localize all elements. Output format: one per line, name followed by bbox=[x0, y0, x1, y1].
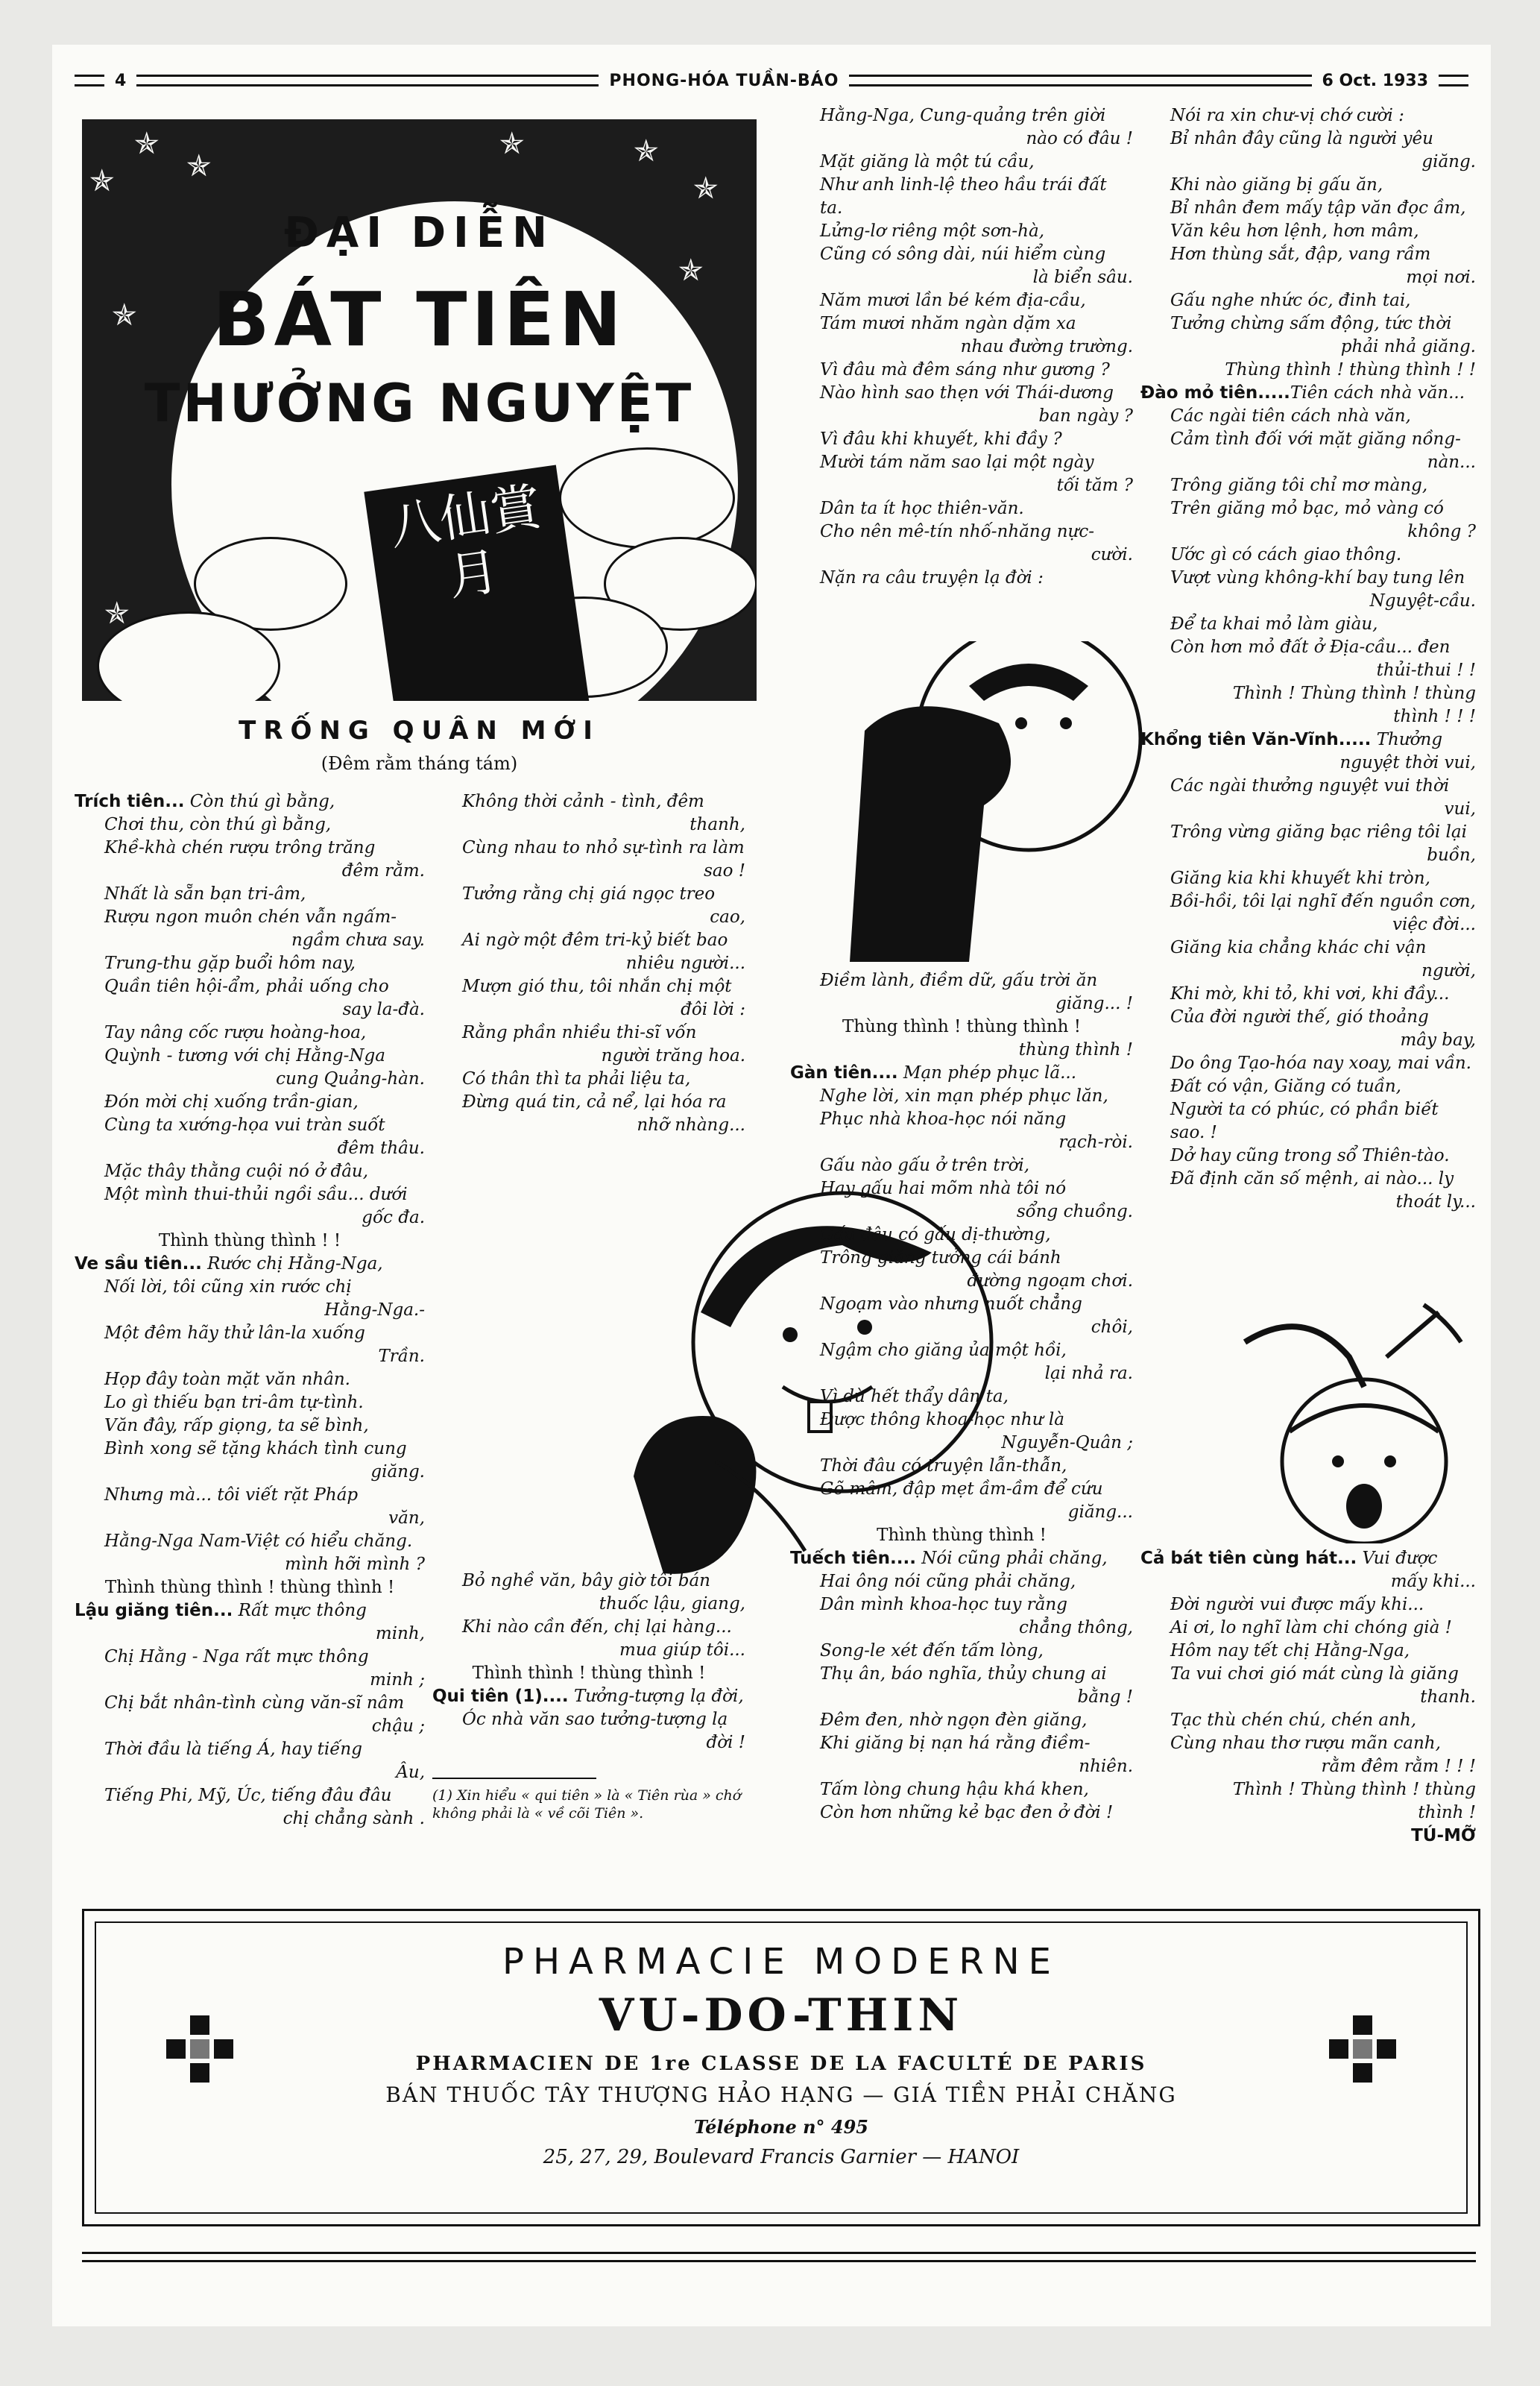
header-rule bbox=[136, 75, 599, 86]
star-icon: ✯ bbox=[134, 127, 160, 161]
verse-line: Cùng nhau thơ rượu mãn canh, bbox=[1170, 1734, 1441, 1753]
verse-line: Trên giăng mỏ bạc, mỏ vàng có bbox=[1170, 499, 1444, 518]
verse-line: Cảm tình đối với mặt giăng nồng- bbox=[1170, 429, 1461, 449]
verse-line: ban ngày ? bbox=[1038, 406, 1133, 426]
verse-line: Hai ông nói cũng phải chăng, bbox=[820, 1572, 1076, 1591]
verse-line: Quần tiên hội-ẩm, phải uống cho bbox=[104, 977, 389, 996]
verse-line: rằm đêm rằm ! ! ! bbox=[1321, 1757, 1476, 1776]
verse-line: giăng... ! bbox=[1055, 994, 1133, 1013]
verse-line: nhiêu người... bbox=[625, 954, 745, 973]
verse-line: Để ta khai mỏ làm giàu, bbox=[1170, 614, 1378, 634]
verse-line: Gõ mâm, đập mẹt ầm-ầm để cứu bbox=[820, 1479, 1103, 1499]
verse-line: Khi nào cần đến, chị lại hàng... bbox=[462, 1617, 732, 1637]
speaker-name: Lậu giăng tiên... bbox=[75, 1601, 233, 1620]
verse-line: Thình thình ! thùng thình ! bbox=[472, 1663, 706, 1683]
issue-date: 6 Oct. 1933 bbox=[1322, 71, 1429, 90]
verse-line: giăng. bbox=[370, 1462, 425, 1482]
verse-line: nàn... bbox=[1427, 453, 1476, 472]
chinese-banner: 八仙賞月 bbox=[364, 465, 590, 701]
ad-pharmacy-name: PHARMACIE MODERNE bbox=[502, 1941, 1060, 1983]
verse-line: lại nhả ra. bbox=[1044, 1364, 1133, 1383]
verse-line: cao, bbox=[710, 907, 745, 927]
star-icon: ✯ bbox=[693, 171, 719, 206]
verse-line: Ta vui chơi gió mát cùng là giăng bbox=[1170, 1664, 1459, 1684]
verse-line: giăng. bbox=[1421, 152, 1476, 171]
speaker-name: Cả bát tiên cùng hát... bbox=[1140, 1549, 1357, 1568]
verse-line: người, bbox=[1421, 961, 1476, 980]
verse-line: Đất có vận, Giăng có tuần, bbox=[1170, 1077, 1401, 1096]
verse-line: Một đêm hãy thử lân-la xuống bbox=[104, 1323, 365, 1343]
verse-line: đời ! bbox=[706, 1733, 745, 1752]
verse-line: buồn, bbox=[1427, 846, 1476, 865]
verse-line: đôi lời : bbox=[681, 1000, 745, 1019]
verse-line: Trung-thu gặp buổi hôm nay, bbox=[104, 954, 356, 973]
verse-line: Lửng-lơ riêng một sơn-hà, bbox=[820, 221, 1044, 241]
verse-line: Nhất là sẵn bạn tri-âm, bbox=[104, 884, 306, 904]
illustration-title-line1: ĐẠI DIỄN bbox=[283, 209, 555, 257]
speaker-line bbox=[1140, 382, 1476, 405]
verse-line: Bỏ nghề văn, bây giờ tôi bán bbox=[462, 1571, 710, 1590]
speaker-line bbox=[1140, 728, 1476, 752]
star-icon: ✯ bbox=[499, 127, 525, 161]
text-column-1 bbox=[75, 790, 425, 1831]
verse-line: Phục nhà khoa-học nói năng bbox=[820, 1109, 1067, 1129]
verse-line: Song-le xét đến tấm lòng, bbox=[820, 1641, 1044, 1661]
verse-line: Bỉ nhân đem mấy tập văn đọc ầm, bbox=[1170, 198, 1466, 218]
verse-line: Thình ! Thùng thình ! thùng bbox=[1232, 1780, 1476, 1799]
verse-line: Hay gấu hai mõm nhà tôi nó bbox=[820, 1179, 1067, 1198]
verse-line: mấy khi... bbox=[1390, 1572, 1476, 1591]
speaker-name: Qui tiên (1).... bbox=[432, 1687, 569, 1706]
verse-line: Trông vừng giăng bạc riêng tôi lại bbox=[1170, 822, 1467, 842]
speaker-name: Tuếch tiên.... bbox=[790, 1549, 916, 1568]
verse-line: Mặt giăng là một tú cầu, bbox=[820, 152, 1035, 171]
verse-line: thanh. bbox=[1420, 1687, 1476, 1707]
verse-line: Hằng-Nga Nam-Việt có hiểu chăng. bbox=[104, 1532, 413, 1551]
verse-line: Ai ơi, lo nghĩ làm chi chóng già ! bbox=[1170, 1618, 1452, 1637]
verse-line: Giăng kia chẳng khác chi vận bbox=[1170, 938, 1427, 957]
verse-line: Thụ ân, báo nghĩa, thủy chung ai bbox=[820, 1664, 1107, 1684]
verse-line: rạch-ròi. bbox=[1058, 1133, 1133, 1152]
verse-line: sao ! bbox=[704, 861, 745, 881]
text-column-4 bbox=[1140, 104, 1476, 1214]
verse-line: Vì dù hết thẩy dân ta, bbox=[820, 1387, 1009, 1406]
verse-line: thùng thình ! bbox=[1018, 1040, 1133, 1060]
verse-line: Óc nhà văn sao tưởng-tượng lạ bbox=[462, 1710, 728, 1729]
verse-line: nhiên. bbox=[1079, 1757, 1133, 1776]
verse-line: nhau đường trường. bbox=[960, 337, 1133, 356]
ad-owner-name: VU-DO-THIN bbox=[599, 1989, 964, 2042]
verse-line: Rượu ngon muôn chén vẫn ngấm- bbox=[104, 907, 397, 927]
verse-line: Có thân thì ta phải liệu ta, bbox=[462, 1069, 691, 1089]
speaker-verse: Rước chị Hằng-Nga, bbox=[201, 1254, 383, 1274]
verse-line: nguyệt thời vui, bbox=[1339, 753, 1476, 772]
verse-line: phải nhả giăng. bbox=[1340, 337, 1476, 356]
verse-line: Nhưng mà... tôi viết rặt Pháp bbox=[104, 1485, 359, 1505]
speaker-verse: Rất mực thông bbox=[233, 1601, 367, 1620]
speaker-verse: Thưởng bbox=[1371, 730, 1443, 749]
star-icon: ✯ bbox=[112, 298, 137, 333]
verse-line: Hôm nay tết chị Hằng-Nga, bbox=[1170, 1641, 1410, 1661]
verse-line: mình hỡi mình ? bbox=[285, 1555, 425, 1574]
verse-line: cung Quảng-hàn. bbox=[276, 1069, 425, 1089]
speaker-line bbox=[75, 790, 425, 813]
verse-line: Các ngài thưởng nguyệt vui thời bbox=[1170, 776, 1450, 796]
star-icon: ✯ bbox=[186, 149, 212, 183]
verse-line: vui, bbox=[1444, 799, 1476, 819]
verse-line: người trăng hoa. bbox=[601, 1046, 745, 1065]
newspaper-page bbox=[52, 45, 1491, 2326]
verse-line: Tưởng chừng sấm động, tức thời bbox=[1170, 314, 1452, 333]
verse-line: say la-đà. bbox=[342, 1000, 425, 1019]
verse-line: không ? bbox=[1407, 522, 1476, 541]
verse-line: Hằng-Nga.- bbox=[324, 1300, 425, 1320]
verse-line: thình ! ! ! bbox=[1393, 707, 1476, 726]
verse-line: mây bay, bbox=[1400, 1030, 1476, 1050]
speaker-verse: Vui được bbox=[1357, 1549, 1438, 1568]
verse-line: tối tăm ? bbox=[1056, 476, 1133, 495]
verse-line: Ngậm cho giăng ủa một hồi, bbox=[820, 1341, 1067, 1360]
verse-line: cười. bbox=[1091, 545, 1133, 564]
verse-line: Hằng-Nga, Cung-quảng trên giời bbox=[820, 106, 1106, 125]
speaker-line bbox=[75, 1599, 425, 1622]
verse-line: Tấm lòng chung hậu khá khen, bbox=[820, 1780, 1089, 1799]
verse-line: Dân mình khoa-học tuy rằng bbox=[820, 1595, 1067, 1614]
verse-line: Nối lời, tôi cũng xin rước chị bbox=[104, 1277, 352, 1297]
verse-line: Cho nên mê-tín nhố-nhăng nực- bbox=[820, 522, 1094, 541]
verse-line: Văn kêu hơn lệnh, hơn mâm, bbox=[1170, 221, 1419, 241]
verse-line: Chị Hằng - Nga rất mực thông bbox=[104, 1647, 369, 1666]
verse-line: Của đời người thế, gió thoảng bbox=[1170, 1007, 1429, 1027]
verse-line: Thời đầu là tiếng Á, hay tiếng bbox=[104, 1740, 362, 1759]
verse-line: thanh, bbox=[689, 815, 745, 834]
verse-line: văn, bbox=[388, 1508, 425, 1528]
author-signature: TÚ-MỠ bbox=[1411, 1826, 1476, 1845]
verse-line: Nặn ra câu truyện lạ đời : bbox=[820, 568, 1044, 588]
verse-line: Gấu nghe nhức óc, đinh tai, bbox=[1170, 291, 1411, 310]
speaker-name: Gàn tiên.... bbox=[790, 1063, 898, 1083]
verse-line: Rằng phần nhiều thi-sĩ vốn bbox=[462, 1023, 697, 1042]
ad-telephone: Téléphone n° 495 bbox=[694, 2116, 868, 2138]
verse-line: Thình thùng thình ! bbox=[877, 1526, 1047, 1545]
verse-line: Ước gì có cách giao thông. bbox=[1170, 545, 1402, 564]
verse-line: Giăng kia khi khuyết khi tròn, bbox=[1170, 869, 1430, 888]
star-icon: ✯ bbox=[678, 254, 704, 288]
verse-line: Đời người vui được mấy khi... bbox=[1170, 1595, 1424, 1614]
text-column-3a bbox=[790, 104, 1133, 590]
footnote-block bbox=[432, 1767, 745, 1822]
verse-line: Cũng có sông dài, núi hiểm cùng bbox=[820, 245, 1106, 264]
verse-line: Các ngài tiên cách nhà văn, bbox=[1170, 406, 1411, 426]
speaker-line bbox=[1140, 1547, 1476, 1570]
miner-moon-cartoon bbox=[1215, 1297, 1513, 1543]
verse-line: Khề-khà chén rượu trông trăng bbox=[104, 838, 376, 857]
speaker-verse: Tưởng-tượng lạ đời, bbox=[568, 1687, 744, 1706]
verse-line: Khi giăng bị nạn há rằng điềm- bbox=[820, 1734, 1091, 1753]
verse-line: Điềm lành, điềm dữ, gấu trời ăn bbox=[820, 971, 1098, 990]
verse-line: Được thông khoa-học như là bbox=[820, 1410, 1064, 1429]
verse-line: thình ! bbox=[1418, 1803, 1476, 1822]
verse-line: bằng ! bbox=[1077, 1687, 1133, 1707]
verse-line: Trần. bbox=[378, 1347, 425, 1366]
verse-line: minh, bbox=[375, 1624, 425, 1643]
verse-line: Lo gì thiếu bạn tri-âm tự-tình. bbox=[104, 1393, 364, 1412]
verse-line: mọi nơi. bbox=[1406, 268, 1476, 287]
star-icon: ✯ bbox=[89, 164, 115, 198]
verse-line: Thùng thình ! thùng thình ! ! bbox=[1225, 360, 1476, 380]
verse-line: Ngoạm vào nhưng nuốt chẳng bbox=[820, 1294, 1082, 1314]
header-rule bbox=[849, 75, 1311, 86]
verse-line: Mười tám năm sao lại một ngày bbox=[820, 453, 1094, 472]
speaker-verse: Nói cũng phải chăng, bbox=[915, 1549, 1108, 1568]
verse-line: Thời đâu có truyện lẫn-thẫn, bbox=[820, 1456, 1067, 1476]
header-rule bbox=[75, 75, 104, 86]
illustration-title-line2: BÁT TIÊN bbox=[212, 276, 626, 363]
verse-line: Tiếng Phi, Mỹ, Úc, tiếng đâu đâu bbox=[104, 1786, 392, 1805]
speaker-name: Khổng tiên Văn-Vĩnh..... bbox=[1140, 730, 1372, 749]
verse-line: Chơi thu, còn thú gì bằng, bbox=[104, 815, 332, 834]
illustration-title-line3: THƯỞNG NGUYỆT bbox=[144, 373, 695, 434]
bottom-rule bbox=[82, 2252, 1476, 2262]
star-icon: ✯ bbox=[104, 596, 130, 631]
verse-line: Cùng ta xướng-họa vui tràn suốt bbox=[104, 1115, 385, 1135]
verse-line: Tạc thù chén chú, chén anh, bbox=[1170, 1710, 1417, 1730]
verse-line: Năm mươi lần bé kém địa-cầu, bbox=[820, 291, 1086, 310]
verse-line: đường ngoạm chơi. bbox=[967, 1271, 1133, 1291]
verse-line: Thình ! Thùng thình ! thùng bbox=[1232, 684, 1476, 703]
verse-line: đêm thâu. bbox=[337, 1139, 425, 1158]
verse-line: là biển sâu. bbox=[1032, 268, 1133, 287]
speaker-name: Ve sầu tiên... bbox=[75, 1254, 202, 1274]
verse-line: thoát ly... bbox=[1395, 1192, 1476, 1212]
verse-line: Đón mời chị xuống trần-gian, bbox=[104, 1092, 359, 1112]
verse-line: Tưởng rằng chị giá ngọc treo bbox=[462, 884, 716, 904]
verse-line: Đừng quá tin, cả nể, lại hóa ra bbox=[462, 1092, 727, 1112]
pharmacy-advertisement bbox=[82, 1909, 1480, 2226]
verse-line: Trông giăng tưởng cái bánh bbox=[820, 1248, 1061, 1268]
verse-line: sổng chuồng. bbox=[1016, 1202, 1133, 1221]
speaker-name: Đào mỏ tiên..... bbox=[1140, 383, 1290, 403]
footnote: (1) Xin hiểu « qui tiên » là « Tiên rùa » chớ không phải là « về cõi Tiên ». bbox=[432, 1787, 742, 1822]
verse-line: Bồi-hồi, tôi lại nghĩ đến nguồn cơn, bbox=[1170, 892, 1476, 911]
verse-line: Chị bắt nhân-tình cùng văn-sĩ nâm bbox=[104, 1693, 405, 1713]
speaker-verse: Còn thú gì bằng, bbox=[184, 792, 335, 811]
verse-line: Khi nào giăng bị gấu ăn, bbox=[1170, 175, 1383, 195]
verse-line: Bỉ nhân đây cũng là người yêu bbox=[1170, 129, 1433, 148]
speaker-line bbox=[75, 1253, 425, 1276]
verse-line: chẳng thông, bbox=[1018, 1618, 1133, 1637]
verse-line: Vượt vùng không-khí bay tung lên bbox=[1170, 568, 1465, 588]
speaker-verse: Tiên cách nhà văn... bbox=[1290, 383, 1465, 403]
verse-line: Âu, bbox=[396, 1763, 425, 1782]
verse-line: Dở hay cũng trong sổ Thiên-tào. bbox=[1170, 1146, 1450, 1165]
speaker-line bbox=[790, 1547, 1133, 1570]
verse-line: Thùng thình ! thùng thình ! bbox=[842, 1017, 1082, 1036]
verse-line: minh ; bbox=[370, 1670, 425, 1690]
verse-line: Mặc thây thằng cuội nó ở đâu, bbox=[104, 1162, 369, 1181]
verse-line: Khi mờ, khi tỏ, khi vơi, khi đầy... bbox=[1170, 984, 1450, 1004]
ad-slogan: BÁN THUỐC TÂY THƯỢNG HẢO HẠNG — GIÁ TIỀN PHẢI CHĂNG bbox=[385, 2083, 1177, 2107]
verse-line: Thình thùng thình ! ! bbox=[158, 1231, 341, 1250]
verse-line: Mượn gió thu, tôi nhắn chị một bbox=[462, 977, 732, 996]
verse-line: Gấu nào gấu ở trên trời, bbox=[820, 1156, 1030, 1175]
verse-line: Thình thùng thình ! thùng thình ! bbox=[104, 1578, 395, 1597]
verse-line: Do ông Tạo-hóa nay xoay, mai vần. bbox=[1170, 1054, 1471, 1073]
cloud-graphic bbox=[559, 447, 735, 549]
speaker-line bbox=[432, 1685, 745, 1708]
verse-line: Còn hơn mỏ đất ở Địa-cầu... đen bbox=[1170, 638, 1451, 657]
page-header bbox=[75, 67, 1468, 94]
verse-line: Người ta có phúc, có phần biết sao. ! bbox=[1170, 1100, 1439, 1142]
verse-line: Nào hình sao thẹn với Thái-dương bbox=[820, 383, 1114, 403]
verse-line: chị chẳng sành . bbox=[283, 1809, 425, 1828]
verse-line: Không thời cảnh - tình, đêm bbox=[462, 792, 704, 811]
speaker-verse: Mạn phép phục lã... bbox=[897, 1063, 1077, 1083]
verse-line: thủi-thui ! ! bbox=[1376, 661, 1476, 680]
verse-line: đêm rằm. bbox=[341, 861, 425, 881]
text-column-3b bbox=[790, 969, 1133, 1825]
bear-eating-moon-cartoon bbox=[850, 641, 1148, 962]
verse-line: Vì đâu mà đêm sáng như gương ? bbox=[820, 360, 1110, 380]
footnote-rule bbox=[432, 1778, 596, 1779]
verse-line: Tám mươi nhăm ngàn dặm xa bbox=[820, 314, 1076, 333]
verse-line: nhỡ nhàng... bbox=[637, 1115, 745, 1135]
verse-line: Như anh linh-lệ theo hầu trái đất ta. bbox=[820, 175, 1107, 218]
verse-line: việc đời... bbox=[1392, 915, 1476, 934]
star-icon: ✯ bbox=[634, 134, 659, 169]
verse-line: Tay nâng cốc rượu hoàng-hoa, bbox=[104, 1023, 367, 1042]
text-column-2 bbox=[432, 790, 745, 1137]
verse-line: Dân ta ít học thiên-văn. bbox=[820, 499, 1024, 518]
verse-line: Nguyệt-cầu. bbox=[1369, 591, 1476, 611]
verse-line: Hơn thùng sắt, đập, vang rầm bbox=[1170, 245, 1431, 264]
verse-line: Trông giăng tôi chỉ mơ màng, bbox=[1170, 476, 1428, 495]
ad-credentials: PHARMACIEN DE 1re CLASSE DE LA FACULTÉ DE PARIS bbox=[415, 2053, 1147, 2075]
verse-line: Bình xong sẽ tặng khách tình cung bbox=[104, 1439, 407, 1458]
verse-line: mua giúp tôi... bbox=[619, 1640, 745, 1660]
verse-line: Họp đây toàn mặt văn nhân. bbox=[104, 1370, 350, 1389]
speaker-line bbox=[790, 1062, 1133, 1085]
verse-line: Quỳnh - tương với chị Hằng-Nga bbox=[104, 1046, 385, 1065]
ad-address: 25, 27, 29, Boulevard Francis Garnier — HANOI bbox=[543, 2146, 1020, 2168]
publication-name: PHONG-HÓA TUẦN-BÁO bbox=[609, 71, 839, 90]
verse-line: thuốc lậu, giang, bbox=[599, 1594, 745, 1614]
verse-line: chôi, bbox=[1091, 1318, 1133, 1337]
verse-line: Đã định căn số mệnh, ai nào... ly bbox=[1170, 1169, 1454, 1189]
title-illustration bbox=[82, 119, 757, 701]
verse-line: Vì đâu khi khuyết, khi đầy ? bbox=[820, 429, 1062, 449]
verse-line: nào có đâu ! bbox=[1026, 129, 1133, 148]
article-subtitle: (Đêm rằm tháng tám) bbox=[321, 753, 518, 774]
verse-line: Văn đây, rấp giọng, ta sẽ bình, bbox=[104, 1416, 369, 1435]
speaker-name: Trích tiên... bbox=[75, 792, 185, 811]
verse-line: Một mình thui-thủi ngồi sầu... dưới bbox=[104, 1185, 408, 1204]
verse-line: Cùng nhau to nhỏ sự-tình ra làm bbox=[462, 838, 745, 857]
verse-line: Nghe lời, xin mạn phép phục lăn, bbox=[820, 1086, 1108, 1106]
verse-line: Ai ngờ một đêm tri-kỷ biết bao bbox=[462, 931, 728, 950]
text-column-4b bbox=[1140, 1547, 1476, 1848]
verse-line: Gấu đâu có gấu dị-thường, bbox=[820, 1225, 1051, 1244]
verse-line: ngầm chưa say. bbox=[291, 931, 425, 950]
text-column-2b bbox=[432, 1570, 745, 1754]
verse-line: giăng... bbox=[1067, 1502, 1133, 1522]
header-rule bbox=[1439, 75, 1468, 86]
verse-line: gốc đa. bbox=[362, 1208, 425, 1227]
verse-line: Đêm đen, nhờ ngọn đèn giăng, bbox=[820, 1710, 1088, 1730]
verse-line: Còn hơn những kẻ bạc đen ở đời ! bbox=[820, 1803, 1114, 1822]
page-number: 4 bbox=[115, 71, 127, 90]
article-title: TRỐNG QUÂN MỚI bbox=[239, 716, 600, 746]
verse-line: Nguyễn-Quân ; bbox=[1001, 1433, 1133, 1452]
verse-line: Nói ra xin chư-vị chớ cười : bbox=[1170, 106, 1404, 125]
verse-line: chậu ; bbox=[371, 1716, 425, 1736]
